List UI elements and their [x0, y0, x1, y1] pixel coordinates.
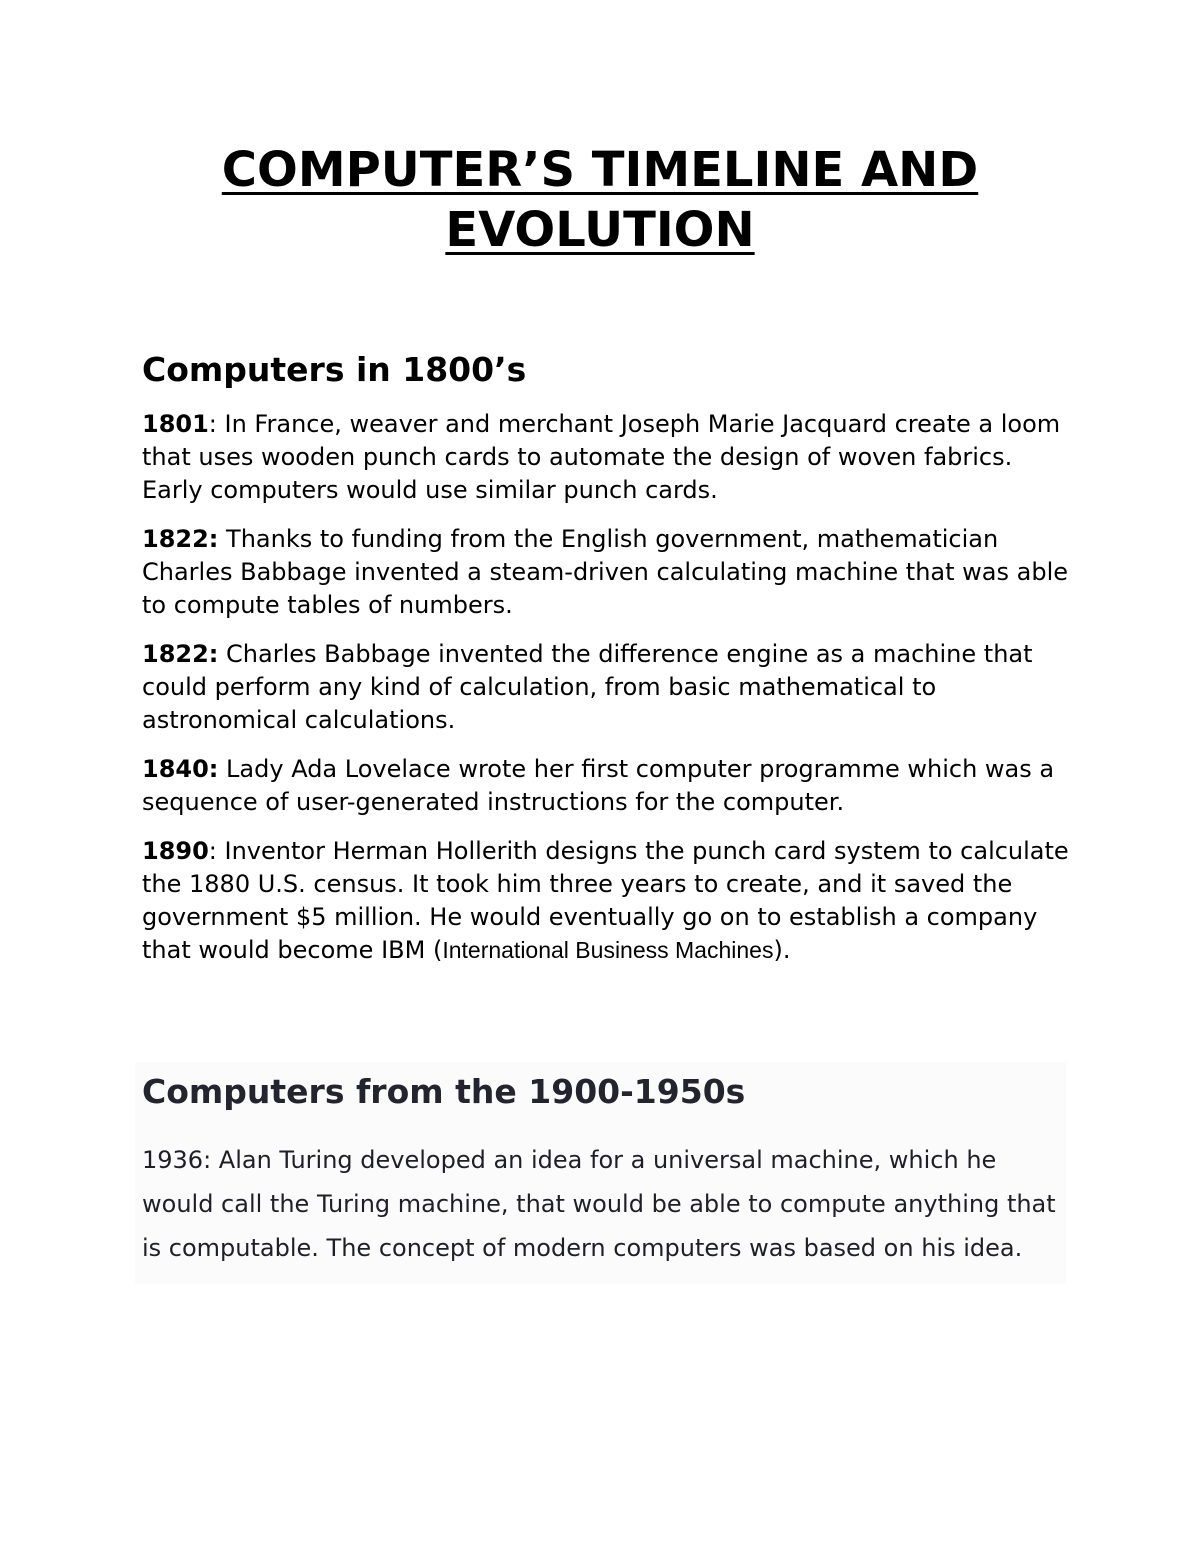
entry-text: Charles Babbage invented the difference engine as a machine that could perform any kind of calculation, from basic mathematical to astronomical calculations. [142, 640, 1033, 734]
entry-text: Alan Turing developed an idea for a universal machine, which he would call the Turing machine, that would be able to compute anything that is computable. The concept of modern computers was based on his idea. [142, 1146, 1056, 1262]
section-1900-1950s [135, 1062, 1066, 1284]
entry-year: 1840: [142, 755, 219, 783]
entry-small-text: International Business Machines [442, 937, 774, 963]
title-line-1: COMPUTER’S TIMELINE AND [221, 142, 979, 198]
title-line-2: EVOLUTION [445, 202, 755, 258]
entry-tail: ). [773, 936, 791, 964]
entry-text: Thanks to funding from the English government, mathematician Charles Babbage invented a steam-driven calculating machine that was able to compute tables of numbers. [142, 525, 1069, 619]
entry-text: In France, weaver and merchant Joseph Marie Jacquard create a loom that uses wooden punch cards to automate the design of woven fabrics. Early computers would use similar punch cards. [142, 410, 1061, 504]
section-heading: Computers in 1800’s [142, 350, 527, 389]
entry-separator: : [208, 837, 225, 865]
section-heading: Computers from the 1900-1950s [142, 1072, 746, 1111]
timeline-entry [142, 753, 1072, 819]
entry-year: 1822: [142, 525, 219, 553]
timeline-entry [142, 523, 1072, 622]
entry-separator: : [208, 410, 225, 438]
entry-text: Lady Ada Lovelace wrote her first computer programme which was a sequence of user-generated instructions for the computer. [142, 755, 1055, 816]
timeline-entry [142, 835, 1072, 967]
entry-separator: : [203, 1146, 219, 1174]
timeline-entry [142, 408, 1072, 507]
entry-year: 1890 [142, 837, 209, 865]
entry-text: Inventor Herman Hollerith designs the punch card system to calculate the 1880 U.S. census. It took him three years to create, and it saved the government $5 million. He would eventually go on to establish a company that would become IBM ( [142, 837, 1069, 964]
timeline-entry [142, 1138, 1066, 1270]
entry-year: 1822: [142, 640, 219, 668]
section-1800s [142, 348, 1072, 983]
document-title [0, 140, 1200, 260]
entry-year: 1801 [142, 410, 209, 438]
entry-separator [218, 755, 226, 783]
entry-separator [218, 640, 226, 668]
entry-separator [218, 525, 226, 553]
timeline-entry [142, 638, 1072, 737]
entry-year: 1936 [142, 1146, 204, 1174]
